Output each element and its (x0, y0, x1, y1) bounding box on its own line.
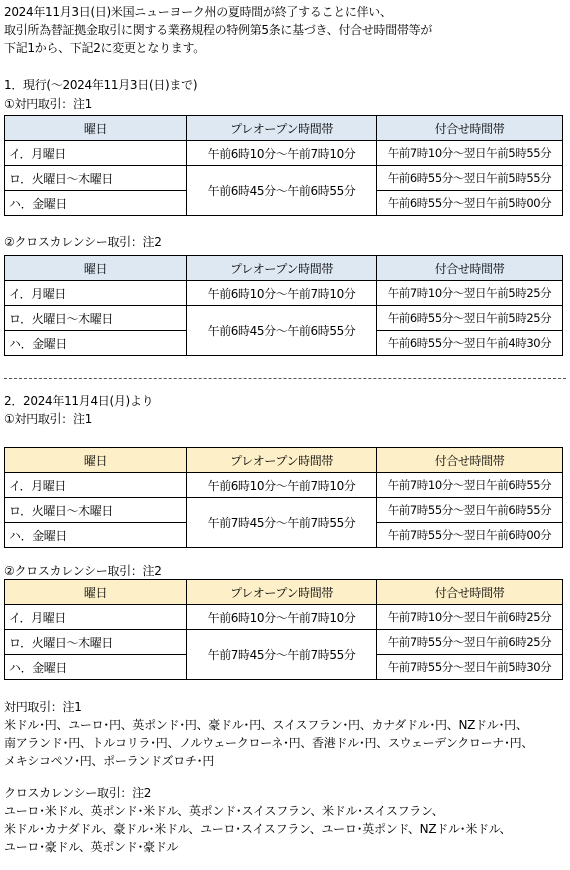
note1-line: 南アランド･円、トルコリラ･円、ノルウェークローネ･円、香港ドル･円、スウェーデンクローナ･円、 (4, 736, 534, 750)
note1-line: メキシコペソ･円、ポーランドズロチ･円 (4, 754, 215, 768)
header-match: 付合せ時間帯 (377, 580, 563, 605)
current-cross-label: ②クロスカレンシー取引：注2 (4, 235, 162, 249)
preopen-cell: 午前6時45分～午前6時55分 (187, 166, 377, 216)
new-yen-label: ①対円取引：注1 (4, 412, 92, 426)
day-cell: ハ．金曜日 (5, 523, 187, 548)
day-cell: イ．月曜日 (5, 473, 187, 498)
day-cell: イ．月曜日 (5, 141, 187, 166)
header-day: 曜日 (5, 256, 187, 281)
match-cell: 午前7時55分～翌日午前6時55分 (377, 498, 563, 523)
preopen-cell: 午前6時45分～午前6時55分 (187, 306, 377, 356)
header-day: 曜日 (5, 116, 187, 141)
day-cell: イ．月曜日 (5, 281, 187, 306)
match-cell: 午前7時10分～翌日午前5時25分 (377, 281, 563, 306)
day-cell: ハ．金曜日 (5, 331, 187, 356)
preopen-cell: 午前6時10分～午前7時10分 (187, 605, 377, 630)
new-yen-table (4, 447, 563, 548)
day-cell: ロ．火曜日～木曜日 (5, 630, 187, 655)
current-cross-table (4, 255, 563, 356)
new-cross-label: ②クロスカレンシー取引：注2 (4, 564, 162, 578)
current-yen-table (4, 115, 563, 216)
header-match: 付合せ時間帯 (377, 448, 563, 473)
current-yen-label: ①対円取引：注1 (4, 97, 92, 111)
note2-line: ユーロ･米ドル、英ポンド･米ドル、英ポンド･スイスフラン、米ドル･スイスフラン、 (4, 804, 444, 818)
preopen-cell: 午前6時10分～午前7時10分 (187, 473, 377, 498)
note1-line: 米ドル･円、ユーロ･円、英ポンド･円、豪ドル･円、スイスフラン･円、カナダドル･円、NZドル･円、 (4, 718, 528, 732)
table-row (5, 306, 563, 331)
match-cell: 午前6時55分～翌日午前4時30分 (377, 331, 563, 356)
header-day: 曜日 (5, 448, 187, 473)
intro-line-1: 2024年11月3日(日)米国ニューヨーク州の夏時間が終了することに伴い、 (4, 5, 392, 19)
day-cell: ロ．火曜日～木曜日 (5, 306, 187, 331)
note1-title: 対円取引：注1 (4, 700, 82, 714)
table-row (5, 473, 563, 498)
preopen-cell: 午前6時10分～午前7時10分 (187, 141, 377, 166)
intro-line-2: 取引所為替証拠金取引に関する業務規程の特例第5条に基づき、付合せ時間帯等が (4, 23, 433, 37)
current-heading: 1．現行(～2024年11月3日(日)まで) (4, 78, 198, 92)
header-day: 曜日 (5, 580, 187, 605)
match-cell: 午前7時55分～翌日午前5時30分 (377, 655, 563, 680)
header-preopen: プレオープン時間帯 (187, 256, 377, 281)
day-cell: ロ．火曜日～木曜日 (5, 498, 187, 523)
intro-line-3: 下記1から、下記2に変更となります。 (4, 41, 205, 55)
table-row (5, 166, 563, 191)
match-cell: 午前6時55分～翌日午前5時00分 (377, 191, 563, 216)
table-row (5, 498, 563, 523)
match-cell: 午前6時55分～翌日午前5時55分 (377, 166, 563, 191)
table-row (5, 605, 563, 630)
note2-title: クロスカレンシー取引：注2 (4, 786, 152, 800)
day-cell: ロ．火曜日～木曜日 (5, 166, 187, 191)
table-row (5, 281, 563, 306)
header-preopen: プレオープン時間帯 (187, 580, 377, 605)
preopen-cell: 午前7時45分～午前7時55分 (187, 498, 377, 548)
header-preopen: プレオープン時間帯 (187, 448, 377, 473)
header-match: 付合せ時間帯 (377, 256, 563, 281)
new-heading: 2．2024年11月4日(月)より (4, 394, 154, 408)
preopen-cell: 午前6時10分～午前7時10分 (187, 281, 377, 306)
day-cell: ハ．金曜日 (5, 191, 187, 216)
day-cell: ハ．金曜日 (5, 655, 187, 680)
match-cell: 午前6時55分～翌日午前5時25分 (377, 306, 563, 331)
note2-line: ユーロ･豪ドル、英ポンド･豪ドル (4, 840, 179, 854)
new-cross-table (4, 579, 563, 680)
day-cell: イ．月曜日 (5, 605, 187, 630)
table-row (5, 630, 563, 655)
note2-line: 米ドル･カナダドル、豪ドル･米ドル、ユーロ･スイスフラン、ユーロ･英ポンド、NZドル･米ドル、 (4, 822, 512, 836)
match-cell: 午前7時55分～翌日午前6時00分 (377, 523, 563, 548)
header-match: 付合せ時間帯 (377, 116, 563, 141)
match-cell: 午前7時10分～翌日午前6時25分 (377, 605, 563, 630)
table-row (5, 141, 563, 166)
section-divider (4, 378, 566, 379)
header-preopen: プレオープン時間帯 (187, 116, 377, 141)
match-cell: 午前7時55分～翌日午前6時25分 (377, 630, 563, 655)
preopen-cell: 午前7時45分～午前7時55分 (187, 630, 377, 680)
match-cell: 午前7時10分～翌日午前6時55分 (377, 473, 563, 498)
match-cell: 午前7時10分～翌日午前5時55分 (377, 141, 563, 166)
